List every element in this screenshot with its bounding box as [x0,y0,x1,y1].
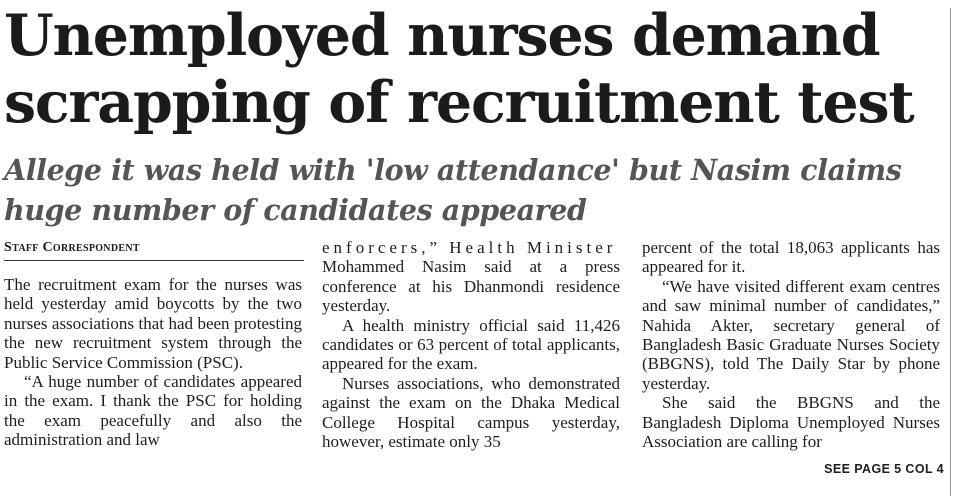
paragraph: “A huge number of candidates appeared in the exam. I thank the PSC for holding the exam peacefully and also the administration and law [4,372,302,450]
headline [4,2,944,136]
continued-on-page-link: SEE PAGE 5 COL 4 [824,462,944,476]
continued-line: enforcers,” Health Minister [322,238,617,257]
subheadline-line-1: Allege it was held with 'low attendance' but Nasim claims [4,153,902,187]
byline: Staff Correspondent [4,240,304,261]
subheadline-line-2: huge number of candidates appeared [4,193,587,227]
article-column-3 [642,238,940,451]
article-column-1 [4,275,302,450]
paragraph: percent of the total 18,063 applicants has appeared for it. [642,238,940,277]
paragraph: Mohammed Nasim said at a press conference at his Dhanmondi residence yesterday. [322,257,620,316]
paragraph: “We have visited different exam centres and saw minimal number of candidates,” Nahida Akter, secretary general of Bangladesh Basic Graduate Nurses Society (BBGNS), told The Daily Star by phone yesterday. [642,276,940,393]
paragraph: Nurses associations, who demonstrated against the exam on the Dhaka Medical College Hospital campus yesterday, however, estimate only 35 [322,373,620,452]
headline-line-1: Unemployed nurses demand [4,2,880,69]
paragraph: A health ministry official said 11,426 candidates or 63 percent of total applicants, appeared for the exam. [322,315,620,374]
paragraph: She said the BBGNS and the Bangladesh Diploma Unemployed Nurses Association are calling for [642,393,940,452]
headline-line-2: scrapping of recruitment test [4,69,914,136]
article-column-2 [322,238,620,451]
column-rule-right [950,8,951,496]
paragraph: The recruitment exam for the nurses was held yesterday amid boycotts by the two nurses associations that had been protesting the new recruitment system through the Public Service Commission (PSC). [4,275,302,372]
subheadline [4,150,944,230]
